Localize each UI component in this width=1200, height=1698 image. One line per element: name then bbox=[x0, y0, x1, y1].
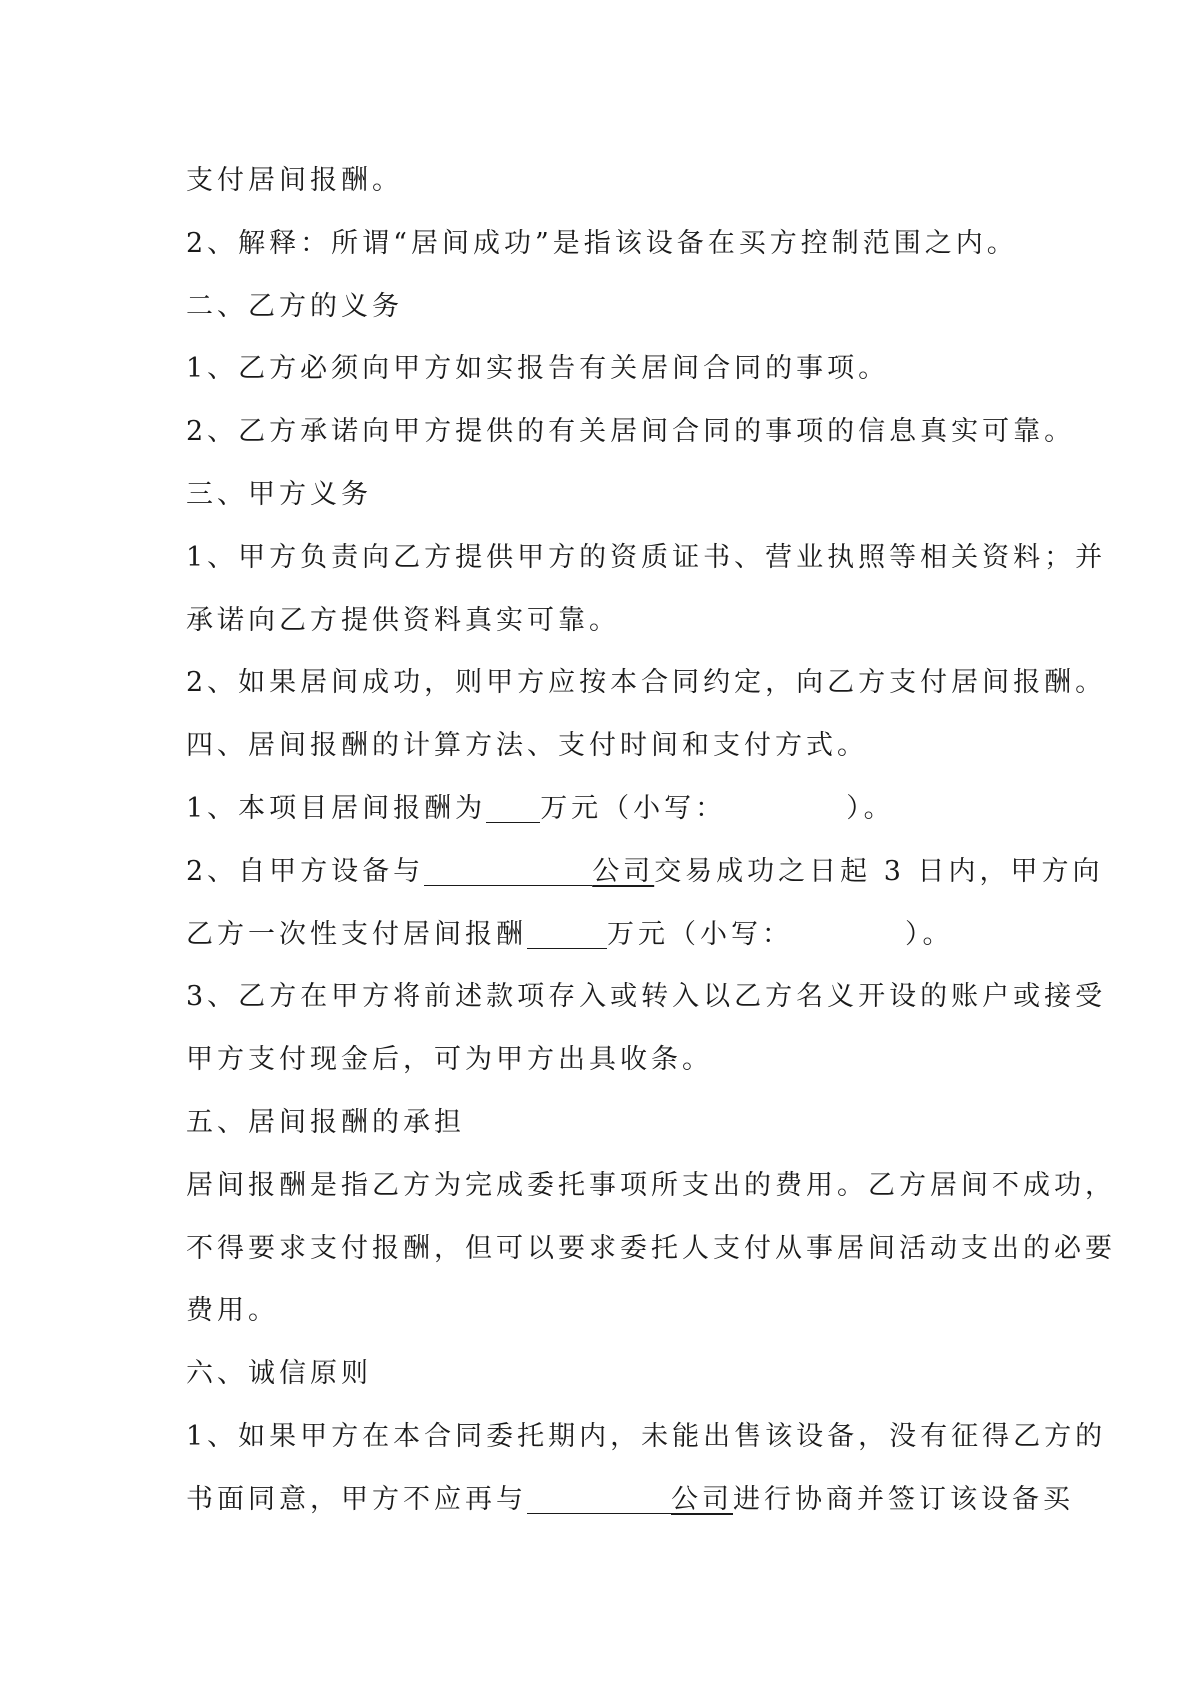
paragraph-line: 支付居间报酬。 bbox=[186, 165, 403, 196]
section-heading-party-a-duties: 三、甲方义务 bbox=[186, 478, 372, 510]
clause-text: 1、本项目居间报酬为 bbox=[186, 792, 487, 824]
clause-text: 乙方一次性支付居间报酬 bbox=[186, 918, 527, 950]
company-name-blank bbox=[424, 855, 592, 886]
clause-text: 万元（小写： bbox=[607, 918, 793, 950]
clause-no-negotiation bbox=[186, 1469, 1074, 1532]
paragraph-line: 居间报酬是指乙方为完成委托事项所支出的费用。乙方居间不成功， bbox=[186, 1169, 1116, 1201]
clause-text: ）。 bbox=[905, 918, 954, 950]
clause-line: 3、乙方在甲方将前述款项存入或转入以乙方名义开设的账户或接受 bbox=[186, 981, 1107, 1013]
clause-remuneration-amount bbox=[186, 778, 1026, 841]
clause-line: 1、乙方必须向甲方如实报告有关居间合同的事项。 bbox=[186, 353, 890, 385]
clause-explanation: 2、解释：所谓“居间成功”是指该设备在买方控制范围之内。 bbox=[186, 227, 1018, 259]
section-heading-remuneration-burden: 五、居间报酬的承担 bbox=[186, 1106, 465, 1138]
paragraph-line: 甲方支付现金后，可为甲方出具收条。 bbox=[186, 1044, 713, 1076]
clause-line: 1、如果甲方在本合同委托期内，未能出售该设备，没有征得乙方的 bbox=[186, 1420, 1107, 1452]
amount-blank bbox=[486, 792, 540, 823]
company-name-blank bbox=[527, 1483, 671, 1514]
clause-payment-time bbox=[186, 841, 1104, 904]
amount-blank bbox=[527, 918, 607, 949]
paragraph-line: 费用。 bbox=[186, 1295, 279, 1327]
section-heading-party-b-duties: 二、乙方的义务 bbox=[186, 290, 403, 322]
clause-text: ）。 bbox=[846, 792, 895, 824]
section-heading-good-faith: 六、诚信原则 bbox=[186, 1358, 372, 1390]
clause-text: 2、自甲方设备与 bbox=[186, 855, 425, 887]
clause-text: 进行协商并签订该设备买 bbox=[733, 1483, 1074, 1515]
clause-line: 2、如果居间成功，则甲方应按本合同约定，向乙方支付居间报酬。 bbox=[186, 667, 1107, 699]
company-label: 公司 bbox=[592, 855, 655, 887]
clause-payment-amount bbox=[186, 904, 1026, 967]
clause-text: 万元（小写： bbox=[540, 792, 727, 824]
section-heading-remuneration-calc: 四、居间报酬的计算方法、支付时间和支付方式。 bbox=[186, 730, 868, 762]
document-body bbox=[186, 150, 1116, 1532]
clause-line: 2、乙方承诺向甲方提供的有关居间合同的事项的信息真实可靠。 bbox=[186, 416, 1076, 448]
paragraph-line: 承诺向乙方提供资料真实可靠。 bbox=[186, 604, 620, 636]
clause-text: 交易成功之日起 3 日内，甲方向 bbox=[654, 855, 1104, 887]
clause-text: 书面同意，甲方不应再与 bbox=[186, 1483, 527, 1515]
clause-line: 1、甲方负责向乙方提供甲方的资质证书、营业执照等相关资料；并 bbox=[186, 541, 1107, 573]
paragraph-line: 不得要求支付报酬，但可以要求委托人支付从事居间活动支出的必要 bbox=[186, 1232, 1116, 1264]
company-label: 公司 bbox=[671, 1483, 733, 1515]
